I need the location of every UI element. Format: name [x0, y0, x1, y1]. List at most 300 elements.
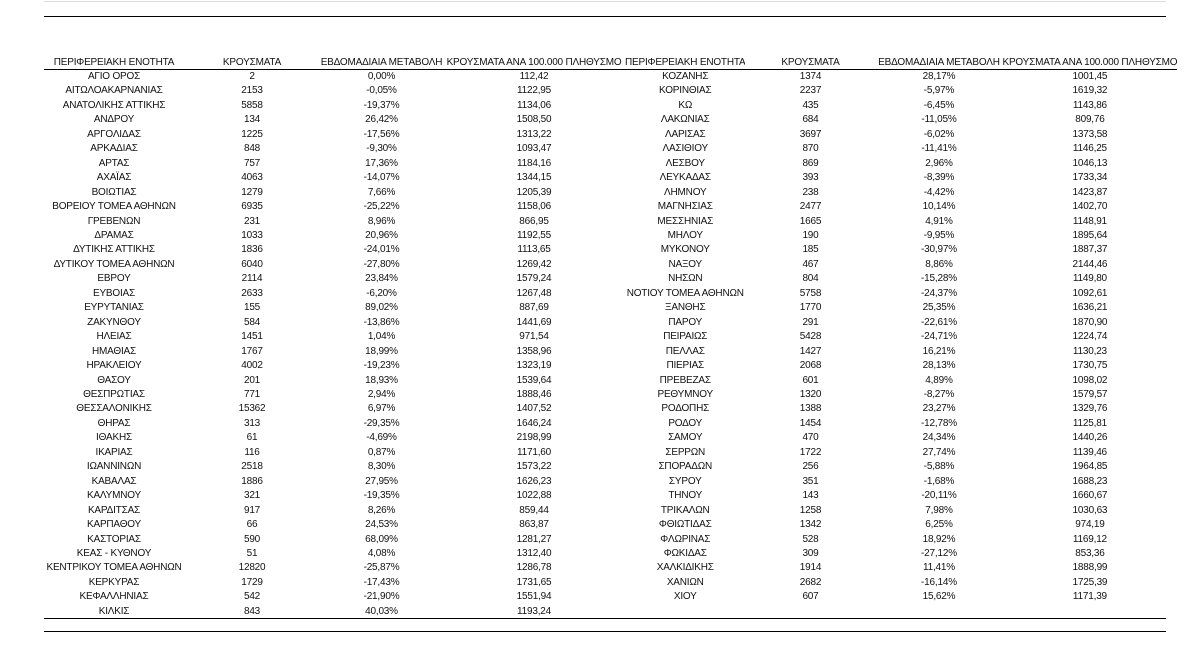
cases-cell: 15362 — [238, 403, 266, 415]
region-cell: ΚΑΛΥΜΝΟΥ — [86, 490, 142, 502]
per-100k-cell: 1267,48 — [516, 287, 552, 299]
weekly-change-cell: -8,27% — [923, 388, 955, 400]
per-100k-cell: 1001,45 — [1072, 71, 1108, 82]
per-100k-cell: 1660,67 — [1072, 490, 1108, 502]
weekly-change-cell: 2,94% — [367, 388, 396, 400]
table-body — [44, 70, 1177, 620]
per-100k-cell: 1113,65 — [517, 244, 551, 256]
region-cell: ΕΒΡΟΥ — [97, 273, 131, 285]
table-row — [44, 533, 1177, 547]
per-100k-cell: 1358,96 — [516, 345, 552, 357]
region-cell: ΝΗΣΩΝ — [668, 273, 703, 285]
weekly-change-cell: -6,20% — [366, 287, 397, 299]
weekly-change-cell: 24,34% — [922, 432, 956, 444]
per-100k-cell: 1313,22 — [516, 128, 552, 140]
cases-cell: 1767 — [241, 345, 263, 357]
weekly-change-cell: 7,66% — [367, 186, 396, 198]
per-100k-cell: 1329,76 — [1072, 403, 1108, 415]
per-100k-cell: 866,95 — [519, 215, 549, 227]
weekly-change-cell: 28,17% — [922, 71, 956, 82]
weekly-change-cell: -14,07% — [363, 172, 400, 184]
per-100k-cell: 1143,86 — [1072, 99, 1107, 111]
region-cell: ΛΕΥΚΑΔΑΣ — [659, 172, 711, 184]
weekly-change-cell: -11,05% — [921, 114, 957, 126]
region-cell: ΧΑΛΚΙΔΙΚΗΣ — [656, 562, 714, 574]
per-100k-cell: 859,44 — [519, 504, 549, 516]
region-cell: ΚΕΡΚΥΡΑΣ — [88, 576, 140, 588]
region-cell: ΖΑΚΥΝΘΟΥ — [87, 316, 141, 328]
region-cell: ΝΑΞΟΥ — [668, 258, 702, 270]
region-cell: ΔΥΤΙΚΗΣ ΑΤΤΙΚΗΣ — [73, 244, 155, 256]
weekly-change-cell: -4,69% — [366, 432, 397, 444]
region-cell: ΕΥΡΥΤΑΝΙΑΣ — [84, 302, 144, 314]
cases-cell: 435 — [802, 99, 819, 111]
weekly-change-cell: 28,13% — [922, 360, 956, 372]
weekly-change-cell: 27,74% — [922, 446, 956, 458]
cases-cell: 321 — [243, 490, 261, 502]
cases-cell: 1342 — [799, 519, 822, 531]
weekly-change-cell: 4,91% — [925, 215, 953, 227]
table-row — [44, 171, 1177, 185]
weekly-change-cell: 6,25% — [925, 519, 953, 531]
table-row — [44, 547, 1177, 561]
per-100k-cell: 1158,06 — [516, 201, 551, 213]
region-cell: ΘΑΣΟΥ — [97, 374, 131, 386]
region-cell: ΑΝΑΤΟΛΙΚΗΣ ΑΤΤΙΚΗΣ — [62, 99, 166, 111]
region-cell: ΜΕΣΣΗΝΙΑΣ — [657, 215, 714, 227]
per-100k-cell: 1192,55 — [516, 229, 551, 241]
cases-cell: 542 — [243, 591, 261, 603]
per-100k-cell: 1193,24 — [516, 605, 551, 617]
per-100k-cell: 1646,24 — [516, 417, 552, 429]
cases-cell: 61 — [246, 432, 258, 444]
cases-cell: 313 — [243, 417, 261, 429]
cases-cell: 5428 — [799, 331, 822, 343]
per-100k-cell: 1093,47 — [516, 143, 552, 155]
per-100k-cell: 1423,87 — [1072, 186, 1108, 198]
region-cell: ΑΡΓΟΛΙΔΑΣ — [87, 128, 141, 140]
table-row — [44, 576, 1177, 590]
cases-cell: 917 — [243, 504, 261, 516]
cases-cell: 1388 — [799, 403, 822, 415]
cases-cell: 684 — [802, 114, 819, 126]
region-cell: ΛΕΣΒΟΥ — [665, 157, 705, 169]
table-row — [44, 388, 1177, 402]
cases-cell: 1374 — [799, 71, 822, 82]
per-100k-cell: 1579,24 — [516, 273, 552, 285]
region-cell: ΙΩΑΝΝΙΝΩΝ — [86, 461, 142, 473]
weekly-change-cell: 6,97% — [367, 403, 396, 415]
header-weekly-change-left: ΕΒΔΟΜΑΔΙΑΙΑ ΜΕΤΑΒΟΛΗ — [320, 56, 443, 68]
weekly-change-cell: -20,11% — [921, 490, 957, 502]
region-cell: ΣΕΡΡΩΝ — [665, 446, 706, 458]
weekly-change-cell: 15,62% — [922, 591, 956, 603]
cases-cell: 1836 — [241, 244, 263, 256]
per-100k-cell: 1725,39 — [1072, 576, 1108, 588]
region-cell: ΧΙΟΥ — [673, 591, 697, 603]
cases-cell: 1033 — [241, 229, 263, 241]
per-100k-cell: 1205,39 — [516, 186, 552, 198]
weekly-change-cell: -6,45% — [923, 99, 955, 111]
weekly-change-cell: -30,97% — [921, 244, 957, 256]
weekly-change-cell: 68,09% — [365, 533, 398, 545]
table-row — [44, 215, 1177, 229]
per-100k-cell: 1964,85 — [1072, 461, 1108, 473]
header-region-right: ΠΕΡΙΦΕΡΕΙΑΚΗ ΕΝΟΤΗΤΑ — [625, 56, 746, 68]
per-100k-cell: 1171,39 — [1072, 591, 1107, 603]
per-100k-cell: 1122,95 — [516, 85, 551, 97]
cases-cell: 155 — [243, 302, 261, 314]
region-cell: ΘΕΣΣΑΛΟΝΙΚΗΣ — [76, 403, 152, 415]
cases-cell: 143 — [802, 490, 819, 502]
region-cell: ΙΘΑΚΗΣ — [96, 432, 132, 444]
weekly-change-cell: -22,61% — [921, 316, 957, 328]
cases-cell: 869 — [802, 157, 819, 169]
region-cell: ΠΙΕΡΙΑΣ — [666, 360, 705, 372]
cases-cell: 238 — [802, 186, 819, 198]
per-100k-cell: 1046,13 — [1072, 157, 1108, 169]
cases-cell: 771 — [243, 388, 261, 400]
weekly-change-cell: 8,96% — [367, 215, 396, 227]
weekly-change-cell: -17,43% — [363, 576, 400, 588]
region-cell: ΦΩΚΙΔΑΣ — [663, 547, 707, 559]
region-cell: ΤΗΝΟΥ — [668, 490, 703, 502]
header-cases-right: ΚΡΟΥΣΜΑΤΑ — [745, 56, 875, 70]
table-row — [44, 301, 1177, 315]
region-cell: ΑΡΚΑΔΙΑΣ — [90, 143, 138, 155]
region-cell: ΗΛΕΙΑΣ — [96, 331, 132, 343]
region-cell: ΦΘΙΩΤΙΔΑΣ — [658, 519, 712, 531]
weekly-change-cell: -4,42% — [923, 186, 955, 198]
weekly-change-cell: 25,35% — [922, 302, 956, 314]
table-row — [44, 272, 1177, 286]
per-100k-cell: 1508,50 — [516, 114, 552, 126]
cases-cell: 528 — [802, 533, 819, 545]
top-faint-rule — [44, 1, 1166, 2]
table-row — [44, 504, 1177, 518]
weekly-change-cell: -27,80% — [363, 258, 400, 270]
weekly-change-cell: 40,03% — [365, 605, 398, 617]
per-100k-cell: 1323,19 — [516, 360, 552, 372]
cases-cell: 1665 — [799, 215, 822, 227]
cases-cell: 5858 — [241, 99, 263, 111]
table-row — [44, 243, 1177, 257]
region-cell: ΑΝΔΡΟΥ — [93, 114, 135, 126]
region-cell: ΞΑΝΘΗΣ — [665, 302, 706, 314]
region-cell: ΠΕΛΛΑΣ — [665, 345, 705, 357]
cases-cell: 1914 — [799, 562, 822, 574]
region-cell: ΔΥΤΙΚΟΥ ΤΟΜΕΑ ΑΘΗΝΩΝ — [53, 258, 175, 270]
cases-cell: 6935 — [241, 201, 263, 213]
per-100k-cell: 1730,75 — [1072, 360, 1108, 372]
weekly-change-cell: 27,95% — [365, 475, 398, 487]
region-cell: ΚΕΑΣ - ΚΥΘΝΟΥ — [76, 547, 152, 559]
cases-cell: 1279 — [241, 186, 263, 198]
region-cell: ΣΑΜΟΥ — [668, 432, 703, 444]
cases-cell: 1770 — [799, 302, 822, 314]
header-per-100k-right: ΚΡΟΥΣΜΑΤΑ ΑΝΑ 100.000 ΠΛΗΘΥΣΜΟ — [1002, 56, 1178, 68]
per-100k-cell: 1125,81 — [1072, 417, 1107, 429]
weekly-change-cell: 8,26% — [367, 504, 396, 516]
table-row — [44, 431, 1177, 445]
per-100k-cell: 1895,64 — [1072, 229, 1108, 241]
cases-cell: 393 — [802, 172, 819, 184]
per-100k-cell: 1619,32 — [1072, 85, 1108, 97]
cases-cell: 309 — [802, 547, 819, 559]
cases-cell: 256 — [802, 461, 819, 473]
cases-cell: 1320 — [799, 388, 822, 400]
table-row — [44, 489, 1177, 503]
bottom-rule-2 — [44, 631, 1166, 632]
table-row — [44, 287, 1177, 301]
cases-cell: 2114 — [241, 273, 263, 285]
weekly-change-cell: -0,05% — [366, 85, 397, 97]
cases-cell: 757 — [243, 157, 261, 169]
per-100k-cell: 112,42 — [519, 71, 549, 82]
weekly-change-cell: 8,30% — [367, 461, 396, 473]
per-100k-cell: 1636,21 — [1072, 302, 1108, 314]
cases-cell: 190 — [802, 229, 819, 241]
cases-cell: 66 — [246, 519, 258, 531]
table-row — [44, 518, 1177, 532]
top-rule — [44, 16, 1166, 17]
per-100k-cell: 1030,63 — [1072, 504, 1108, 516]
region-cell: ΤΡΙΚΑΛΩΝ — [660, 504, 710, 516]
region-cell: ΚΟΖΑΝΗΣ — [662, 71, 709, 82]
region-cell: ΚΑΡΔΙΤΣΑΣ — [87, 504, 141, 516]
per-100k-cell: 1281,27 — [516, 533, 552, 545]
weekly-change-cell: -9,30% — [366, 143, 397, 155]
per-100k-cell: 1171,60 — [516, 446, 551, 458]
weekly-change-cell: 0,87% — [367, 446, 396, 458]
cases-cell: 607 — [802, 591, 819, 603]
region-cell: ΛΑΡΙΣΑΣ — [665, 128, 706, 140]
table-row — [44, 258, 1177, 272]
region-cell: ΑΡΤΑΣ — [98, 157, 130, 169]
cases-cell: 2682 — [799, 576, 822, 588]
region-cell: ΛΑΣΙΘΙΟΥ — [662, 143, 708, 155]
per-100k-cell: 1148,91 — [1072, 215, 1107, 227]
region-cell: ΚΟΡΙΝΘΙΑΣ — [659, 85, 712, 97]
cases-cell: 185 — [802, 244, 819, 256]
region-cell: ΚΕΝΤΡΙΚΟΥ ΤΟΜΕΑ ΑΘΗΝΩΝ — [46, 562, 182, 574]
table-row — [44, 70, 1177, 85]
weekly-change-cell: -25,22% — [363, 201, 400, 213]
per-100k-cell: 971,54 — [519, 331, 549, 343]
per-100k-cell: 1022,88 — [516, 490, 552, 502]
cases-cell: 804 — [802, 273, 819, 285]
cases-cell: 470 — [802, 432, 819, 444]
region-cell: ΝΟΤΙΟΥ ΤΟΜΕΑ ΑΘΗΝΩΝ — [626, 287, 744, 299]
table-row — [44, 157, 1177, 171]
region-cell: ΡΕΘΥΜΝΟΥ — [657, 388, 714, 400]
weekly-change-cell: 17,36% — [365, 157, 398, 169]
weekly-change-cell: 89,02% — [365, 302, 398, 314]
cases-table — [44, 56, 1177, 619]
per-100k-cell: 1149,80 — [1072, 273, 1107, 285]
weekly-change-cell: -17,56% — [363, 128, 400, 140]
table-row — [44, 359, 1177, 373]
cases-cell: 4063 — [241, 172, 263, 184]
weekly-change-cell: 24,53% — [365, 519, 398, 531]
per-100k-cell: 1887,37 — [1072, 244, 1108, 256]
region-cell: ΠΑΡΟΥ — [668, 316, 703, 328]
per-100k-cell: 1579,57 — [1072, 388, 1108, 400]
region-cell: ΔΡΑΜΑΣ — [94, 229, 134, 241]
region-cell: ΚΩ — [678, 99, 693, 111]
cases-cell: 6040 — [241, 258, 263, 270]
weekly-change-cell: 1,04% — [367, 331, 396, 343]
weekly-change-cell: 0,00% — [367, 71, 396, 82]
per-100k-cell: 2198,99 — [516, 432, 552, 444]
region-cell: ΜΗΛΟΥ — [667, 229, 703, 241]
region-cell: ΓΡΕΒΕΝΩΝ — [87, 215, 141, 227]
weekly-change-cell: -5,88% — [923, 461, 955, 473]
cases-cell: 843 — [243, 605, 261, 617]
table-row — [44, 402, 1177, 416]
region-cell: ΣΠΟΡΑΔΩΝ — [658, 461, 713, 473]
weekly-change-cell: 4,08% — [367, 547, 396, 559]
cases-cell: 201 — [243, 374, 261, 386]
weekly-change-cell: -25,87% — [363, 562, 400, 574]
weekly-change-cell: 18,99% — [365, 345, 398, 357]
per-100k-cell: 1626,23 — [516, 475, 552, 487]
cases-cell: 467 — [802, 258, 819, 270]
weekly-change-cell: 20,96% — [365, 229, 398, 241]
per-100k-cell: 1184,16 — [516, 157, 551, 169]
cases-cell: 584 — [243, 316, 261, 328]
per-100k-cell: 853,36 — [1075, 547, 1105, 559]
cases-cell: 1451 — [241, 331, 263, 343]
weekly-change-cell: -27,12% — [921, 547, 957, 559]
header-weekly-change-right: ΕΒΔΟΜΑΔΙΑΙΑ ΜΕΤΑΒΟΛΗ — [875, 56, 1002, 70]
region-cell: ΑΧΑΪΑΣ — [96, 172, 132, 184]
table-row — [44, 417, 1177, 431]
table-row — [44, 99, 1177, 113]
weekly-change-cell: -21,90% — [363, 591, 400, 603]
per-100k-cell: 974,19 — [1075, 519, 1105, 531]
weekly-change-cell: 10,14% — [922, 201, 956, 213]
region-cell: ΕΥΒΟΙΑΣ — [92, 287, 136, 299]
table-row — [44, 590, 1177, 604]
per-100k-cell: 1098,02 — [1072, 374, 1108, 386]
table-row — [44, 460, 1177, 474]
per-100k-cell: 1688,23 — [1072, 475, 1108, 487]
weekly-change-cell: 26,42% — [365, 114, 398, 126]
table-row — [44, 446, 1177, 460]
cases-cell: 1729 — [241, 576, 263, 588]
cases-cell: 1427 — [799, 345, 822, 357]
per-100k-cell: 887,69 — [519, 302, 549, 314]
region-cell: ΚΑΣΤΟΡΙΑΣ — [87, 533, 141, 545]
per-100k-cell: 1407,52 — [516, 403, 552, 415]
header-per-100k-left: ΚΡΟΥΣΜΑΤΑ ΑΝΑ 100.000 ΠΛΗΘΥΣΜΟ — [443, 56, 625, 70]
cases-cell: 2477 — [799, 201, 822, 213]
table-row — [44, 113, 1177, 127]
cases-cell: 1722 — [799, 446, 822, 458]
per-100k-cell: 1731,65 — [516, 576, 552, 588]
cases-cell: 1258 — [799, 504, 822, 516]
per-100k-cell: 1269,42 — [516, 258, 552, 270]
region-cell: ΚΙΛΚΙΣ — [98, 605, 130, 617]
per-100k-cell: 1440,26 — [1072, 432, 1108, 444]
weekly-change-cell: -19,37% — [363, 99, 400, 111]
weekly-change-cell: 16,21% — [922, 345, 956, 357]
weekly-change-cell: -24,37% — [921, 287, 957, 299]
per-100k-cell: 1134,06 — [516, 99, 551, 111]
weekly-change-cell: -11,41% — [921, 143, 957, 155]
weekly-change-cell: -19,35% — [363, 490, 400, 502]
weekly-change-cell: 11,41% — [922, 562, 955, 574]
per-100k-cell: 1092,61 — [1072, 287, 1108, 299]
table-row — [44, 330, 1177, 344]
bottom-rule — [44, 618, 1166, 619]
cases-cell: 2518 — [241, 461, 263, 473]
weekly-change-cell: -15,28% — [921, 273, 957, 285]
per-100k-cell: 1286,78 — [516, 562, 552, 574]
header-region-left: ΠΕΡΙΦΕΡΕΙΑΚΗ ΕΝΟΤΗΤΑ — [44, 56, 184, 70]
table-row — [44, 84, 1177, 98]
region-cell: ΧΑΝΙΩΝ — [666, 576, 704, 588]
region-cell: ΚΑΒΑΛΑΣ — [91, 475, 137, 487]
cases-cell: 291 — [802, 316, 819, 328]
region-cell: ΘΕΣΠΡΩΤΙΑΣ — [83, 388, 145, 400]
cases-cell: 51 — [246, 547, 258, 559]
per-100k-cell: 1888,99 — [1072, 562, 1108, 574]
table-row — [44, 186, 1177, 200]
per-100k-cell: 1441,69 — [516, 316, 552, 328]
region-cell: ΒΟΙΩΤΙΑΣ — [91, 186, 137, 198]
cases-cell: 848 — [243, 143, 261, 155]
table-row — [44, 316, 1177, 330]
weekly-change-cell: 4,89% — [925, 374, 953, 386]
region-cell: ΒΟΡΕΙΟΥ ΤΟΜΕΑ ΑΘΗΝΩΝ — [52, 201, 176, 213]
region-cell: ΜΥΚΟΝΟΥ — [660, 244, 710, 256]
cases-cell: 2237 — [799, 85, 822, 97]
header-row — [44, 56, 1177, 70]
cases-cell: 4002 — [241, 360, 263, 372]
region-cell: ΡΟΔΟΥ — [668, 417, 703, 429]
cases-cell: 5758 — [799, 287, 822, 299]
cases-cell: 134 — [243, 114, 261, 126]
region-cell: ΚΑΡΠΑΘΟΥ — [87, 519, 141, 531]
cases-cell: 2068 — [799, 360, 822, 372]
per-100k-cell: 1573,22 — [516, 461, 552, 473]
cases-cell: 3697 — [799, 128, 822, 140]
per-100k-cell: 1373,58 — [1072, 128, 1108, 140]
weekly-change-cell: -24,01% — [363, 244, 400, 256]
weekly-change-cell: 23,27% — [922, 403, 956, 415]
weekly-change-cell: -9,95% — [923, 229, 955, 241]
header-cases-left: ΚΡΟΥΣΜΑΤΑ — [184, 56, 320, 70]
per-100k-cell: 1139,46 — [1072, 446, 1107, 458]
cases-cell: 2633 — [241, 287, 263, 299]
per-100k-cell: 1402,70 — [1072, 201, 1108, 213]
weekly-change-cell: -5,97% — [923, 85, 955, 97]
weekly-change-cell: -13,86% — [363, 316, 400, 328]
table-row — [44, 142, 1177, 156]
table-row — [44, 200, 1177, 214]
per-100k-cell: 1344,15 — [516, 172, 552, 184]
per-100k-cell: 809,76 — [1075, 114, 1105, 126]
region-cell: ΛΗΜΝΟΥ — [664, 186, 707, 198]
region-cell: ΗΡΑΚΛΕΙΟΥ — [86, 360, 142, 372]
cases-cell: 1454 — [799, 417, 822, 429]
per-100k-cell: 1870,90 — [1072, 316, 1108, 328]
weekly-change-cell: 7,98% — [925, 504, 953, 516]
per-100k-cell: 1224,74 — [1072, 331, 1108, 343]
cases-cell: 12820 — [238, 562, 266, 574]
